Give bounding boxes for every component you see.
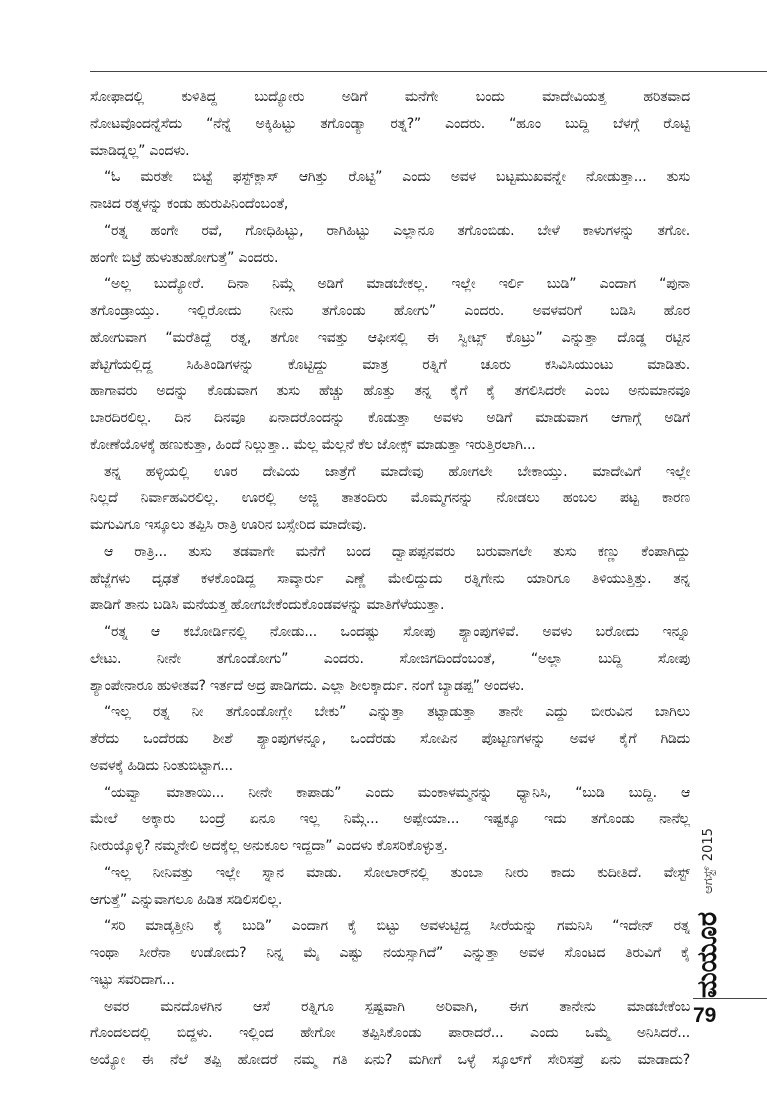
text-line: ಅಯ್ಯೋ ಈ ನೆಲೆ ತಪ್ಪಿ ಹೋದರೆ ನಮ್ಮ ಗತಿ ಏನು? ಮಗೀಗೆ ಒಳ್ಳೆ ಸ್ಕೂಲ್‌ಗೆ ಸೇರಿಸಪ್ರೆ ಏನು ಮಾಡಾದು? [90, 1052, 690, 1068]
text-line: ಅವಳಕ್ಕೆ ಹಿಡಿದು ನಿಂತುಬಿಟ್ಟಾಗ... [90, 757, 233, 774]
text-line: ಲೇಟು. ನೀನೇ ತಗೊಂಡೋಗು” ಎಂದರು. ಸೋಜಿಗದಿಂದೆಂಬಂತೆ, “ಅಲ್ಲಾ ಬುದ್ದಿ ಸೋಪು [90, 650, 690, 667]
text-line: ಹೆಜ್ಜೆಗಳು ದೃಢತೆ ಕಳಕೊಂಡಿದ್ದ ಸಾವ್ಕಾರ್ರು ಎಣ್ಣೆ ಮೇಲಿದ್ದುದು ರತ್ನಿಗೇನು ಯಾರಿಗೂ ತಿಳಿಯುತ್ತಿತ್ತು. ತನ್ನ [90, 570, 690, 587]
text-line: ತೆರೆದು ಒಂದೆರಡು ಶೀಶೆ ಶ್ಯಾಂಪುಗಳನ್ನೂ, ಒಂದೆರಡು ಸೋಪಿನ ಪೊಟ್ಟಣಗಳನ್ನು ಅವಳ ಕೈಗೆ ಗಿಡಿದು [90, 731, 690, 747]
page-number: 79 [693, 1004, 717, 1027]
issue-year: 2015 [700, 828, 716, 862]
text-line: ಗೊಂದಲದಲ್ಲಿ ಬಿದ್ದಳು. ಇಲ್ಲಿಂದ ಹೇಗೋ ತಪ್ಪಿಸಿಕೊಂಡು ಪಾರಾದರೆ... ಎಂದು ಒಮ್ಮೆ ಅನಿಸಿದರೆ... [90, 1025, 690, 1042]
text-line: “ರತ್ನ ಆ ಕಬೋರ್ಡಿನಲ್ಲಿ ನೋಡು... ಒಂದಷ್ಟು ಸೋಪು ಶ್ಯಾಂಪುಗಳಿವೆ. ಅವಳು ಬರೋದು ಇನ್ನೂ [104, 624, 690, 640]
text-line: “ರತ್ನ ಹಂಗೇ ರವೆ, ಗೋಧಿಹಿಟ್ಟು, ರಾಗಿಹಿಟ್ಟು ಎಲ್ಲಾನೂ ತಗೊಂಬಿಡು. ಬೇಳೆ ಕಾಳುಗಳನ್ನು ತಗೋ. [104, 222, 690, 239]
text-line: ಇಂಥಾ ಸೀರೆನಾ ಉಡೋದು? ನಿನ್ನ ಮೈ ಎಷ್ಟು ನಯಸ್ಸಾಗಿದೆ” ಎನ್ನುತ್ತಾ ಅವಳ ಸೊಂಟದ ತಿರುವಿಗೆ ಕೈ [90, 945, 690, 961]
text-line: ನಿಲ್ಲದೆ ನಿರ್ವಾಹವಿರಲಿಲ್ಲ. ಊರಲ್ಲಿ ಅಜ್ಜಿ ತಾತಂದಿರು ಮೊಮ್ಮಗನನ್ನು ನೋಡಲು ಹಂಬಲ ಪಟ್ಟ ಕಾರಣ [90, 490, 690, 507]
issue-month: ಆಗಸ್ಟ್ [700, 866, 716, 894]
text-line: ಬಾರದಿರಲಿಲ್ಲ. ದಿನ ದಿನವೂ ಏನಾದರೊಂದನ್ನು ಕೊಡುತ್ತಾ ಅವಳು ಅಡಿಗೆ ಮಾಡುವಾಗ ಆಗಾಗ್ಗೆ ಅಡಿಗೆ [90, 410, 690, 426]
text-line: ನೀರುಯ್ಕೊಳ್ಳಿ? ನಮ್ಮನೇಲಿ ಅದಕ್ಕೆಲ್ಲ ಅನುಕೂಲ ಇದ್ದದಾ” ಎಂದಳು ಕೊಸರಿಕೊಳ್ಳುತ್ತ. [90, 838, 448, 854]
magazine-title: ಮಯೂರ [692, 911, 723, 998]
text-line: ಶ್ಯಾಂಪೇನಾರೂ ಹುಳೀತವ? ಇರ್ತದೆ ಅದ್ರ ಪಾಡಿಗದು. ಎಲ್ಲಾ ಶೀಲಕ್ಕಾರ್ದು. ನಂಗೆ ಬ್ಯಾಡಪ್ಪ” ಅಂದಳು. [90, 677, 525, 694]
text-line: “ಇಲ್ಲ ನೀನಿವತ್ತು ಇಲ್ಲೇ ಸ್ನಾನ ಮಾಡು. ಸೋಲಾರ್‌ನಲ್ಲಿ ತುಂಬಾ ನೀರು ಕಾದು ಕುದೀತಿದೆ. ವೇಸ್ಟ್ [104, 864, 690, 881]
article-body [90, 84, 690, 1074]
text-line: ಮಾಡಿದ್ನಲ್ಲ” ಎಂದಳು. [90, 142, 190, 159]
text-line: ಆ ರಾತ್ರಿ... ತುಸು ತಡವಾಗೇ ಮನೆಗೆ ಬಂದ ದ್ವಾಪಪ್ಪನವರು ಬರುವಾಗಲೇ ತುಸು ಕಣ್ಣು ಕೆಂಪಾಗಿದ್ದು [104, 543, 690, 560]
text-line: “ಸರಿ ಮಾಡ್ಕತ್ತೀನಿ ಕೈ ಬುಡಿ” ಎಂದಾಗ ಕೈ ಬಿಟ್ಟು ಅವಳುಟ್ಟಿದ್ದ ಸೀರೆಯನ್ನು ಗಮನಿಸಿ “ಇದೇನ್ ರತ್ನ [104, 918, 690, 935]
text-line: ಕೋಣೆಯೊಳಕ್ಕೆ ಹಣುಕುತ್ತಾ, ಹಿಂದೆ ನಿಲ್ಲುತ್ತಾ.. ಮೆಲ್ಲ ಮೆಲ್ಲನೆ ಕೆಲ ಜೋಕ್ಸ್ ಮಾಡುತ್ತಾ ಇರುತ್ತಿರಲಾಗಿ... [90, 436, 536, 453]
text-line: “ಅಲ್ಲ ಬುದ್ಯೋರೆ. ದಿನಾ ನಿಮ್ಗೆ ಅಡಿಗೆ ಮಾಡಬೇಕಲ್ಲ. ಇಲ್ಲೇ ಇರ್ಲಿ ಬುಡಿ” ಎಂದಾಗ “ಪುನಾ [104, 276, 690, 293]
text-line: “ಯವ್ವಾ ಮಾತಾಯಿ... ನೀನೇ ಕಾಪಾಡು” ಎಂದು ಮಂಕಾಳಮ್ಮನನ್ನು ಧ್ಯಾನಿಸಿ, “ಬುಡಿ ಬುದ್ದಿ. ಆ [104, 784, 690, 801]
top-rule [90, 71, 767, 72]
text-line: ಆಗುತ್ತೆ” ಎನ್ನುವಾಗಲೂ ಹಿಡಿತ ಸಡಿಲಿಸಲಿಲ್ಲ. [90, 891, 283, 908]
text-line: ಇಟ್ಟು ಸವರಿದಾಗ... [90, 971, 175, 988]
text-line: ಹಂಗೇ ಬಿಟ್ರೆ ಹುಳುತುಹೋಗುತ್ತೆ” ಎಂದರು. [90, 249, 279, 266]
text-line: “ಓ ಮರತೇ ಬಿಟ್ಟೆ ಫಸ್ಟ್‌ಕ್ಲಾಸ್ ಆಗಿತ್ತು ರೊಟ್ಟಿ” ಎಂದು ಅವಳ ಬಟ್ಟಮುಖವನ್ನೇ ನೋಡುತ್ತಾ... ತುಸು [104, 169, 690, 186]
text-line: ನಾಚಿದ ರತ್ನಳನ್ನು ಕಂಡು ಹುರುಪಿನಿಂದೆಂಬಂತೆ, [90, 196, 289, 212]
text-line: ಮೇಲೆ ಅಕ್ಕಾರು ಬಂದ್ರೆ ಏನೂ ಇಲ್ಲ ನಿಮ್ಗೆ... ಅಪ್ಪೇಯಾ... ಇಷ್ಟಕ್ಕೂ ಇದು ತಗೊಂಡು ನಾನೆಲ್ಲ [90, 811, 690, 828]
text-line: ಪೆಟ್ಟಿಗೆಯಲ್ಲಿದ್ದ ಸಿಹಿತಿಂಡಿಗಳನ್ನು ಕೊಟ್ಟಿದ್ದು ಮಾತ್ರ ರತ್ನಿಗೆ ಚೂರು ಕಸಿವಿಸಿಯುಂಟು ಮಾಡಿತು. [90, 356, 690, 373]
footer-rule [693, 998, 767, 999]
text-line: ತನ್ನ ಹಳ್ಳಿಯಲ್ಲಿ ಊರ ದೇವಿಯ ಜಾತ್ರೆಗೆ ಮಾದೇವು ಹೋಗಲೇ ಬೇಕಾಯ್ತು. ಮಾದೇವಿಗೆ ಇಲ್ಲೇ [104, 463, 690, 480]
text-line: ಮಗುವಿಗೂ ಇಸ್ಕೂಲು ತಪ್ಪಿಸಿ ರಾತ್ರಿ ಊರಿನ ಬಸ್ಸೇರಿದ ಮಾದೇವು. [90, 517, 367, 533]
text-line: ತಗೊಂಡ್ರಾಯ್ತು. ಇಲ್ಲಿರೋದು ನೀನು ತಗೊಂಡು ಹೋಗು” ಎಂದರು. ಅವಳವರಿಗೆ ಬಡಿಸಿ ಹೊರ [90, 303, 690, 319]
text-line: “ಇಲ್ಲ ರತ್ನ ನೀ ತಗೊಂಡೋಗ್ಲೇ ಬೇಕು” ಎನ್ನುತ್ತಾ ತಟ್ಟಾಡುತ್ತಾ ತಾನೇ ಎದ್ದು ಬೀರುವಿನ ಬಾಗಿಲು [104, 704, 690, 721]
magazine-sidebar [693, 770, 723, 998]
text-line: ಹೋಗುವಾಗ “ಮರೆತಿದ್ದೆ ರತ್ನ, ತಗೋ ಇವತ್ತು ಆಫೀಸಲ್ಲಿ ಈ ಸ್ವೀಟ್ಸ್ ಕೊಟ್ರು” ಎನ್ನುತ್ತಾ ದೊಡ್ಡ ರಟ್ಟಿನ [90, 329, 690, 346]
text-line: ಅವರ ಮನದೊಳಗಿನ ಆಸೆ ರತ್ನಿಗೂ ಸ್ಪಷ್ಟವಾಗಿ ಅರಿವಾಗಿ, ಈಗ ತಾನೇನು ಮಾಡಬೇಕೆಂಬ [104, 998, 690, 1015]
text-line: ಹಾಗಾವರು ಅದನ್ನು ಕೊಡುವಾಗ ತುಸು ಹೆಚ್ಚು ಹೊತ್ತು ತನ್ನ ಕೈಗೆ ಕೈ ತಗಲಿಸಿದರೇ ಎಂಬ ಅನುಮಾನವೂ [90, 383, 690, 400]
text-line: ನೋಟವೊಂದನ್ನೆಸೆದು “ನೆನ್ನೆ ಅಕ್ಕಿಹಿಟ್ಟು ತಗೊಂಡ್ಯಾ ರತ್ನ?” ಎಂದರು. “ಹೂಂ ಬುದ್ದಿ ಬೆಳಗ್ಗೆ ರೊಟ್ಟಿ [90, 115, 690, 132]
text-line: ಪಾಡಿಗೆ ತಾನು ಬಡಿಸಿ ಮನೆಯತ್ತ ಹೋಗಬೇಕೆಂದುಕೊಂಡವಳನ್ನು ಮಾತಿಗೆಳೆಯುತ್ತಾ. [90, 597, 445, 614]
text-line: ಸೋಫಾದಲ್ಲಿ ಕುಳಿತಿದ್ದ ಬುದ್ಯೋರು ಅಡಿಗೆ ಮನೆಗೇ ಬಂದು ಮಾದೇವಿಯತ್ತ ಹರಿತವಾದ [90, 89, 690, 105]
